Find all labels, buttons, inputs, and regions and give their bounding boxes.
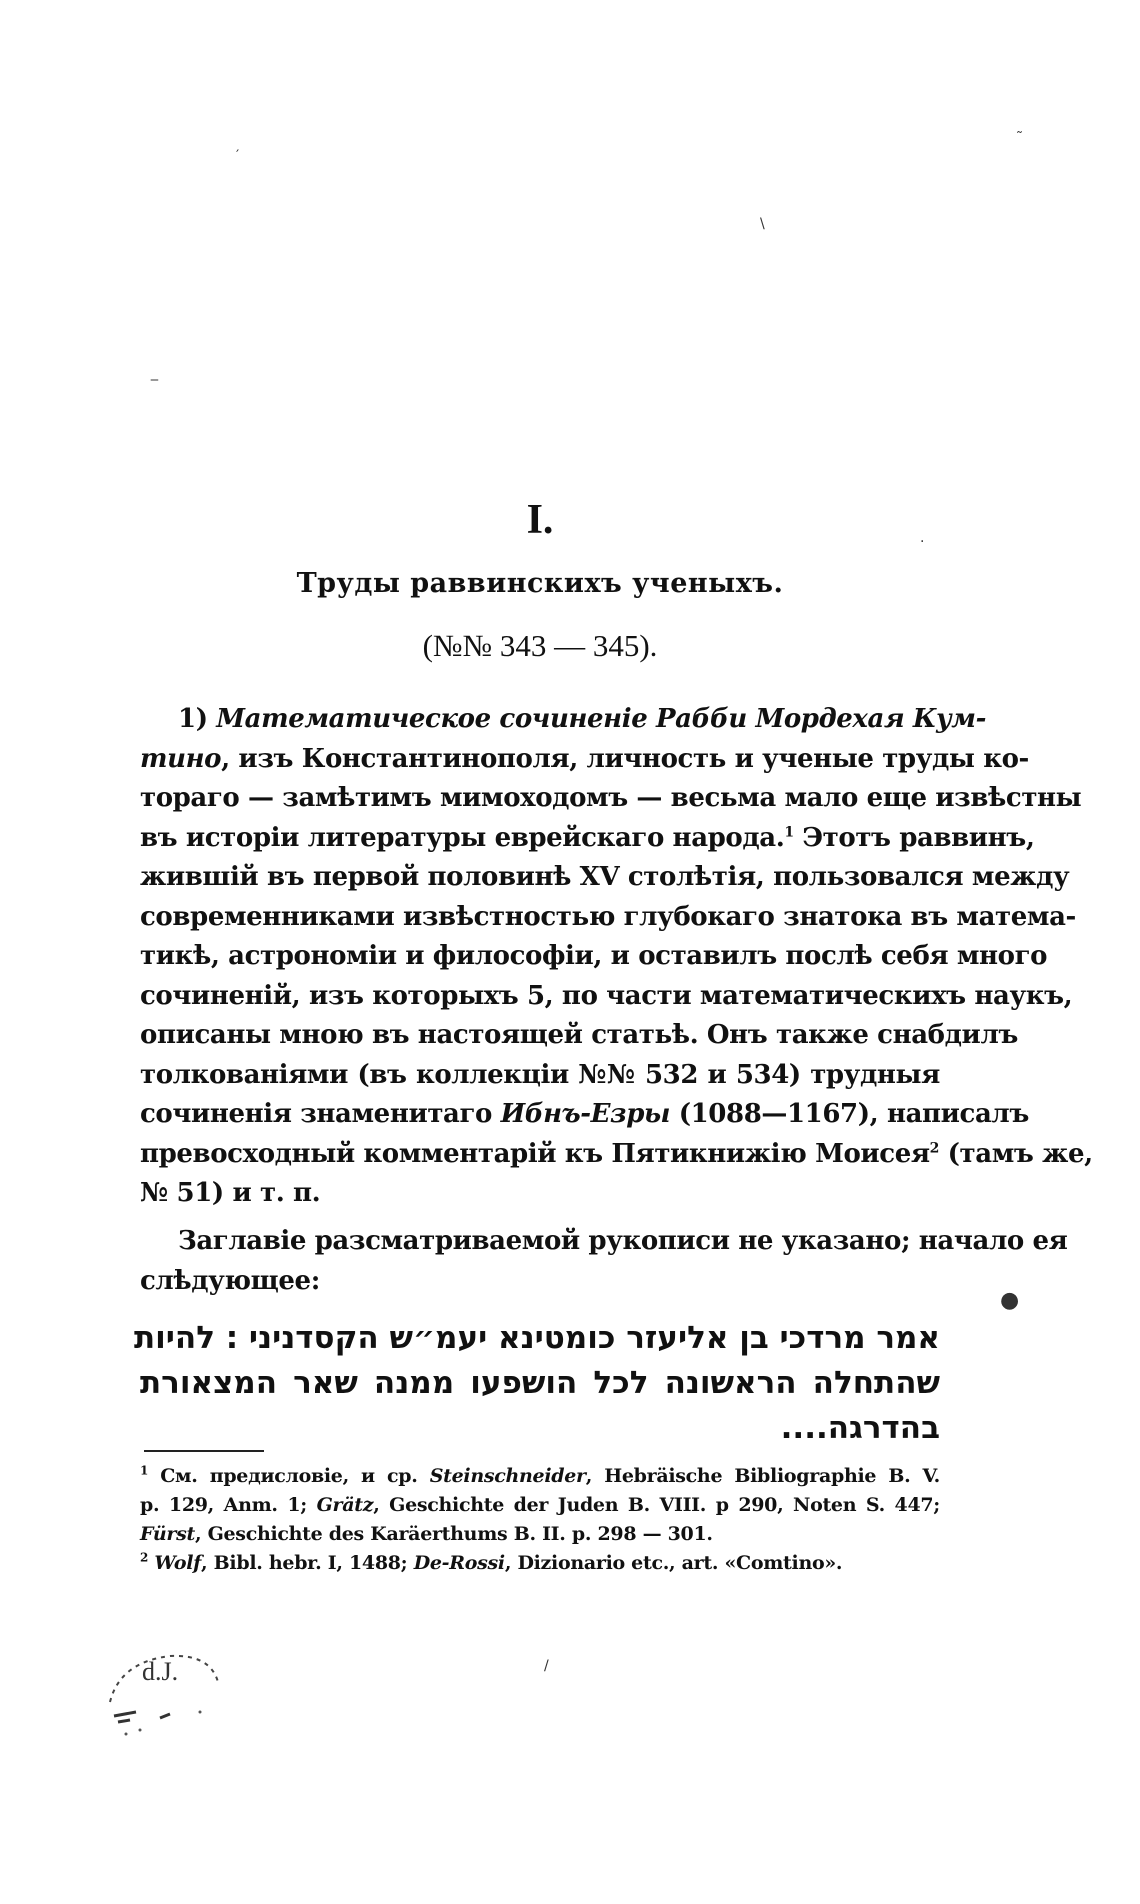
hebrew-line: בהדרגה....	[780, 1410, 940, 1446]
footnote-ref-1: 1	[784, 823, 794, 840]
section-title: Труды раввинскихъ ученыхъ.	[296, 568, 784, 599]
text-line: тораго — замѣтимъ мимоходомъ — весьма мало еще извѣстны	[140, 783, 1082, 813]
paragraph-2	[140, 1222, 1068, 1301]
text-line: превосходный комментарій къ Пятикнижію Моисея$^2$ (тамъ же,	[140, 1138, 1093, 1169]
text-line: сочиненія знаменитаго Ибнъ-Езры (1088—1167), написалъ	[140, 1099, 1029, 1129]
footnotes	[140, 1462, 940, 1578]
print-speck: ●	[1000, 1288, 1020, 1313]
print-speck: ‒	[150, 372, 159, 388]
print-speck: ˜	[1016, 130, 1023, 146]
text-line: описаны мною въ настоящей статьѣ. Онъ также снабдилъ	[140, 1020, 1018, 1050]
footnote-divider	[144, 1450, 264, 1452]
text-line: въ исторіи литературы еврейскаго народа.$^1$ Этотъ раввинъ,	[140, 822, 1035, 853]
hebrew-quote	[133, 1316, 940, 1451]
chapter-number: I.	[526, 497, 554, 543]
text-line: 1) Математическое сочиненіе Рабби Мордехая Кум-	[178, 704, 987, 734]
print-speck: ′	[236, 148, 240, 164]
text-line: тино, изъ Константинополя, личность и ученые труды ко-	[140, 743, 1029, 774]
hebrew-line: שהתחלה הראשונה לכל הושפעו ממנה שאר המצאורת	[140, 1365, 940, 1401]
text-line: толкованіями (въ коллекціи №№ 532 и 534) трудныя	[140, 1059, 940, 1090]
print-speck: /	[544, 1658, 549, 1674]
footnote-2-line: $^2$ Wolf, Bibl. hebr. I, 1488; De-Rossi, Dizionario etc., art. «Comtino».	[140, 1550, 843, 1574]
footnote-ref-2: 2	[929, 1139, 939, 1156]
text-line: сочиненій, изъ которыхъ 5, по части математическихъ наукъ,	[140, 980, 1073, 1011]
text-line: современниками извѣстностью глубокаго знатока въ матема-	[140, 901, 1076, 932]
footnote-1-line: p. 129, Anm. 1; Grätz, Geschichte der Juden B. VIII. p 290, Noten S. 447;	[140, 1494, 941, 1516]
text-line: жившій въ первой половинѣ XV столѣтія, пользовался между	[140, 862, 1070, 892]
text-line: тикѣ, астрономіи и философіи, и оставилъ послѣ себя много	[140, 941, 1048, 971]
library-stamp	[100, 1642, 230, 1742]
paragraph-1	[140, 700, 1093, 1214]
text-line: № 51) и т. п.	[140, 1178, 321, 1208]
hebrew-line: אמר מרדכי בן אליעזר כומטינא יעמ״ש הקסדניני : להיות	[133, 1320, 940, 1356]
text-line: Заглавіе разсматриваемой рукописи не указано; начало ея	[178, 1226, 1068, 1256]
stamp-text: d.J.	[142, 1657, 179, 1686]
text-line: слѣдующее:	[140, 1265, 320, 1296]
print-speck: ·	[920, 534, 925, 550]
footnote-1-line: $^1$ См. предисловіе, и ср. Steinschneider, Hebräische Bibliographie B. V.	[140, 1463, 940, 1487]
library-stamp-icon	[100, 1642, 230, 1742]
footnote-1-line: Fürst, Geschichte des Karäerthums B. II. p. 298 — 301.	[140, 1523, 713, 1545]
print-speck: \	[760, 216, 765, 232]
manuscript-range: (№№ 343 — 345).	[422, 628, 658, 663]
